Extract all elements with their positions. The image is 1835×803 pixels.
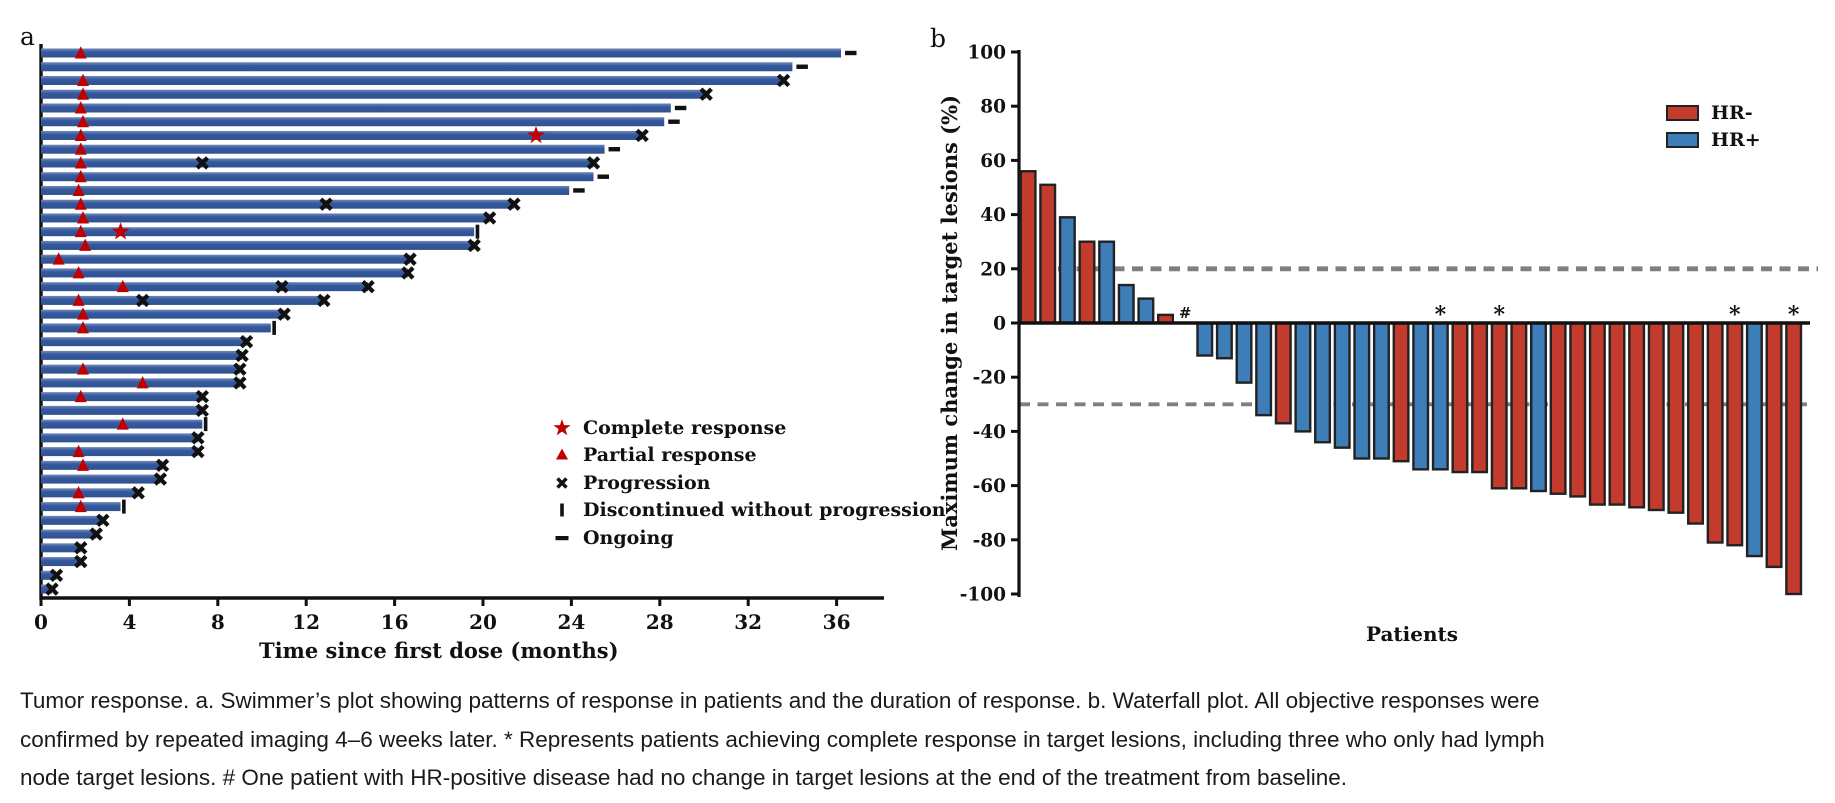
swimmer-bar <box>41 76 784 85</box>
waterfall-bar <box>1649 323 1664 510</box>
swimmer-legend <box>550 414 946 552</box>
swimmer-bar <box>41 337 247 346</box>
discontinued-bar-icon <box>122 500 126 514</box>
waterfall-bar <box>1021 171 1036 323</box>
panel-b-label: b <box>930 24 947 53</box>
swimmer-bar <box>41 433 198 442</box>
swimmer-x-tick-label: 32 <box>734 610 763 634</box>
complete-response-asterisk-annotation: * <box>1729 302 1741 328</box>
waterfall-bar <box>1335 323 1350 448</box>
waterfall-y-tick-label: 100 <box>967 42 1006 64</box>
waterfall-y-tick-label: -60 <box>972 476 1006 498</box>
legend-swatch-hr-negative <box>1666 105 1699 121</box>
swimmer-bar <box>41 117 664 126</box>
waterfall-bar <box>1296 323 1311 431</box>
swimmer-x-tick-label: 20 <box>469 610 497 634</box>
waterfall-bar <box>1688 323 1703 524</box>
waterfall-bar <box>1276 323 1291 423</box>
waterfall-bar <box>1315 323 1330 442</box>
legend-dash-icon <box>551 527 573 549</box>
swimmer-bar <box>41 406 202 415</box>
caption-line-1: Tumor response. a. Swimmer’s plot showing patterns of response in patients and the duration of response. b. Waterfall plot. All objective responses were <box>20 688 1540 713</box>
caption-line-3: node target lesions. # One patient with HR-positive disease had no change in target lesions at the end of the treatment from baseline. <box>20 765 1348 790</box>
swimmer-bar <box>41 392 202 401</box>
waterfall-y-tick-label: 0 <box>993 313 1006 335</box>
swimmer-bar <box>41 310 284 319</box>
swimmer-bar <box>41 213 490 222</box>
complete-response-asterisk-annotation: * <box>1434 302 1447 328</box>
waterfall-bar <box>1217 323 1232 358</box>
waterfall-legend-label: HR+ <box>1711 128 1761 151</box>
legend-swatch-hr-positive <box>1666 132 1699 148</box>
waterfall-legend-item <box>1666 126 1761 153</box>
waterfall-y-axis-title: Maximum change in target lesions (%) <box>937 94 962 552</box>
swimmer-legend-label: Complete response <box>583 416 787 439</box>
waterfall-bar <box>1060 217 1075 323</box>
waterfall-bar <box>1237 323 1252 383</box>
waterfall-y-tick-label: 60 <box>980 150 1006 172</box>
waterfall-bar <box>1080 242 1095 323</box>
waterfall-bar <box>1708 323 1723 543</box>
waterfall-bar <box>1610 323 1625 505</box>
caption-line-2: confirmed by repeated imaging 4–6 weeks later. * Represents patients achieving complete response in target lesions, including three who only had lymph <box>20 726 1545 752</box>
legend-icon-cell <box>550 444 574 466</box>
waterfall-y-tick-label: -80 <box>972 530 1006 552</box>
ongoing-dash-icon <box>573 188 585 192</box>
waterfall-bar <box>1040 185 1055 323</box>
swimmer-bar <box>41 365 240 374</box>
swimmer-bar <box>41 200 514 209</box>
waterfall-bar <box>1119 285 1134 323</box>
swimmer-x-axis-title: Time since first dose (months) <box>259 638 619 663</box>
ongoing-dash-icon <box>845 51 857 55</box>
legend-star-icon <box>551 417 573 439</box>
swimmer-bar <box>41 241 474 250</box>
swimmer-x-tick-label: 12 <box>292 610 321 634</box>
swimmer-bar <box>41 131 642 140</box>
legend-icon-cell <box>550 417 574 439</box>
swimmer-bar <box>41 461 163 470</box>
waterfall-bar <box>1472 323 1487 472</box>
waterfall-bar <box>1747 323 1762 556</box>
swimmer-bar <box>41 227 474 236</box>
ongoing-dash-icon <box>668 120 680 124</box>
waterfall-bar <box>1629 323 1644 507</box>
waterfall-x-axis-title: Patients <box>1365 622 1459 646</box>
waterfall-bar <box>1355 323 1370 459</box>
ongoing-dash-icon <box>675 106 687 110</box>
swimmer-bar <box>41 62 792 71</box>
swimmer-bar <box>41 447 198 456</box>
swimmer-bar <box>41 488 138 497</box>
ongoing-dash-icon <box>796 65 808 69</box>
swimmer-bar <box>41 103 671 112</box>
swimmer-legend-item <box>550 414 946 442</box>
waterfall-bar <box>1374 323 1389 459</box>
waterfall-legend <box>1666 99 1761 153</box>
swimmer-x-tick-label: 36 <box>822 610 851 634</box>
figure-caption <box>20 682 1830 798</box>
swimmer-bar <box>41 351 242 360</box>
swimmer-bar <box>41 323 271 332</box>
panel-a-label: a <box>20 22 35 51</box>
legend-cross-icon <box>551 472 573 494</box>
waterfall-bar <box>1551 323 1566 494</box>
waterfall-bar <box>1492 323 1507 488</box>
waterfall-bar <box>1531 323 1546 491</box>
swimmer-bar <box>41 145 605 154</box>
complete-response-asterisk-annotation: * <box>1787 302 1800 328</box>
swimmer-legend-item <box>550 524 946 552</box>
swimmer-x-tick-label: 16 <box>380 610 409 634</box>
ongoing-dash-icon <box>609 147 621 151</box>
waterfall-bar <box>1394 323 1409 461</box>
swimmer-bar <box>41 516 103 525</box>
waterfall-y-tick-label: 40 <box>980 205 1006 227</box>
swimmer-x-tick-label: 4 <box>122 610 137 634</box>
swimmer-bar <box>41 186 569 195</box>
waterfall-legend-item <box>1666 99 1761 126</box>
legend-icon-cell <box>550 527 574 549</box>
discontinued-bar-icon <box>272 321 276 335</box>
swimmer-bar <box>41 172 594 181</box>
waterfall-bar <box>1727 323 1742 545</box>
waterfall-y-tick-label: 80 <box>980 96 1006 118</box>
swimmer-x-tick-label: 28 <box>645 610 674 634</box>
legend-bar-icon <box>551 499 573 521</box>
swimmer-bar <box>41 296 324 305</box>
swimmer-bar <box>41 158 594 167</box>
swimmer-bar <box>41 90 706 99</box>
waterfall-bar <box>1669 323 1684 513</box>
waterfall-y-tick-label: 20 <box>980 259 1006 281</box>
swimmer-legend-item <box>550 442 946 470</box>
waterfall-y-tick-label: -40 <box>972 421 1006 443</box>
complete-response-asterisk-annotation: * <box>1493 302 1505 328</box>
swimmer-bar <box>41 530 96 539</box>
swimmer-legend-item <box>550 497 946 525</box>
waterfall-bar <box>1256 323 1271 415</box>
swimmer-x-tick-label: 0 <box>34 610 48 634</box>
swimmer-x-tick-label: 24 <box>557 610 586 634</box>
no-change-hash-annotation: # <box>1178 304 1192 322</box>
waterfall-bar <box>1590 323 1605 505</box>
swimmer-bar <box>41 475 160 484</box>
swimmer-legend-label: Partial response <box>583 444 757 467</box>
complete-response-star-icon <box>112 222 130 239</box>
waterfall-bar <box>1197 323 1212 356</box>
waterfall-bar <box>1767 323 1782 567</box>
waterfall-bar <box>1570 323 1585 496</box>
ongoing-dash-icon <box>598 175 610 179</box>
swimmer-bar <box>41 282 368 291</box>
waterfall-bar <box>1433 323 1448 469</box>
waterfall-bar <box>1139 299 1154 323</box>
swimmer-bar <box>41 255 410 264</box>
waterfall-bar <box>1453 323 1468 472</box>
swimmer-legend-item <box>550 469 946 497</box>
legend-icon-cell <box>550 472 574 494</box>
discontinued-bar-icon <box>204 417 208 431</box>
swimmer-bar <box>41 49 841 58</box>
waterfall-bar <box>1512 323 1527 488</box>
waterfall-bar <box>1413 323 1428 469</box>
swimmer-bar <box>41 268 408 277</box>
waterfall-legend-label: HR- <box>1711 101 1753 124</box>
swimmer-legend-label: Ongoing <box>583 526 674 549</box>
waterfall-bar <box>1099 242 1114 323</box>
legend-triangle-icon <box>551 444 573 466</box>
waterfall-bar <box>1786 323 1801 594</box>
swimmer-x-tick-label: 8 <box>210 610 225 634</box>
waterfall-y-tick-label: -20 <box>972 367 1006 389</box>
swimmer-legend-label: Discontinued without progression <box>583 499 946 522</box>
legend-icon-cell <box>550 499 574 521</box>
swimmer-legend-label: Progression <box>583 471 711 494</box>
discontinued-bar-icon <box>476 225 480 239</box>
waterfall-y-tick-label: -100 <box>959 584 1006 606</box>
